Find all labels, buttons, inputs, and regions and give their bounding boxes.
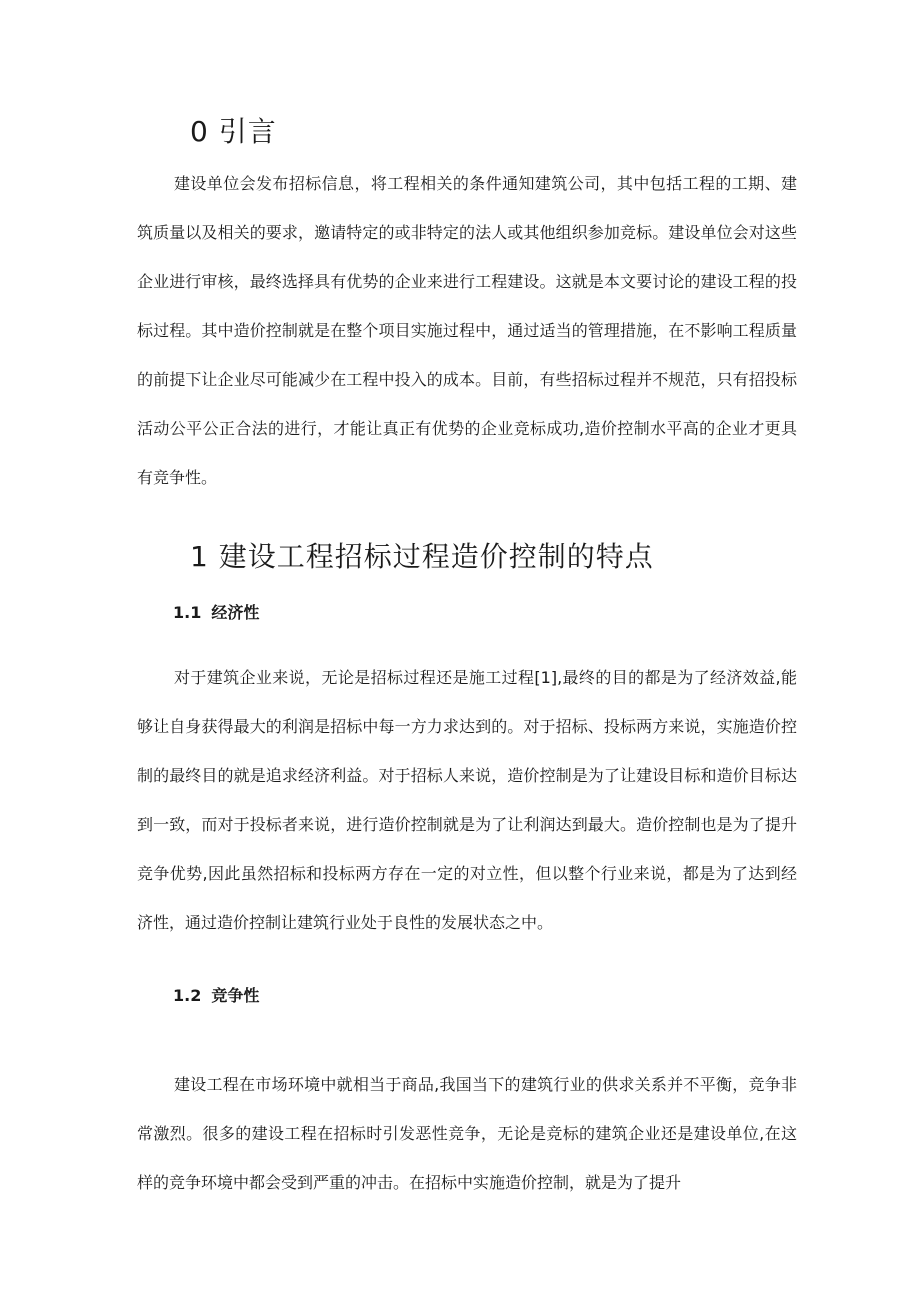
introduction-paragraph: 建设单位会发布招标信息，将工程相关的条件通知建筑公司，其中包括工程的工期、建筑质量以及相关的要求，邀请特定的或非特定的法人或其他组织参加竞标。建设单位会对这些企业进行审核，最终选择具有优势的企业来进行工程建设。这就是本文要讨论的建设工程的投标过程。其中造价控制就是在整个项目实施过程中，通过适当的管理措施，在不影响工程质量的前提下让企业尽可能减少在工程中投入的成本。目前，有些招标过程并不规范，只有招投标活动公平公正合法的进行，才能让真正有优势的企业竞标成功,造价控制水平高的企业才更具有竞争性。 (137, 174, 797, 487)
section-heading-characteristics: 1 建设工程招标过程造价控制的特点 (190, 540, 654, 573)
subsection-number: 1.2 (173, 986, 202, 1005)
economy-paragraph: 对于建筑企业来说，无论是招标过程还是施工过程[1],最终的目的都是为了经济效益,能够让自身获得最大的利润是招标中每一方力求达到的。对于招标、投标两方来说，实施造价控制的最终目的就是追求经济利益。对于招标人来说，造价控制是为了让建设目标和造价目标达到一致，而对于投标者来说，进行造价控制就是为了让利润达到最大。造价控制也是为了提升竞争优势,因此虽然招标和投标两方存在一定的对立性，但以整个行业来说，都是为了达到经济性，通过造价控制让建筑行业处于良性的发展状态之中。 (137, 668, 797, 932)
subsection-heading-economy (173, 600, 259, 623)
section-heading-introduction: 0 引言 (190, 115, 277, 148)
subsection-title: 竞争性 (211, 986, 260, 1005)
subsection-number: 1.1 (173, 603, 202, 622)
subsection-heading-competition (173, 983, 259, 1006)
subsection-title: 经济性 (211, 603, 260, 622)
competition-paragraph: 建设工程在市场环境中就相当于商品,我国当下的建筑行业的供求关系并不平衡，竞争非常激烈。很多的建设工程在招标时引发恶性竞争，无论是竞标的建筑企业还是建设单位,在这样的竞争环境中都会受到严重的冲击。在招标中实施造价控制，就是为了提升 (137, 1075, 797, 1192)
